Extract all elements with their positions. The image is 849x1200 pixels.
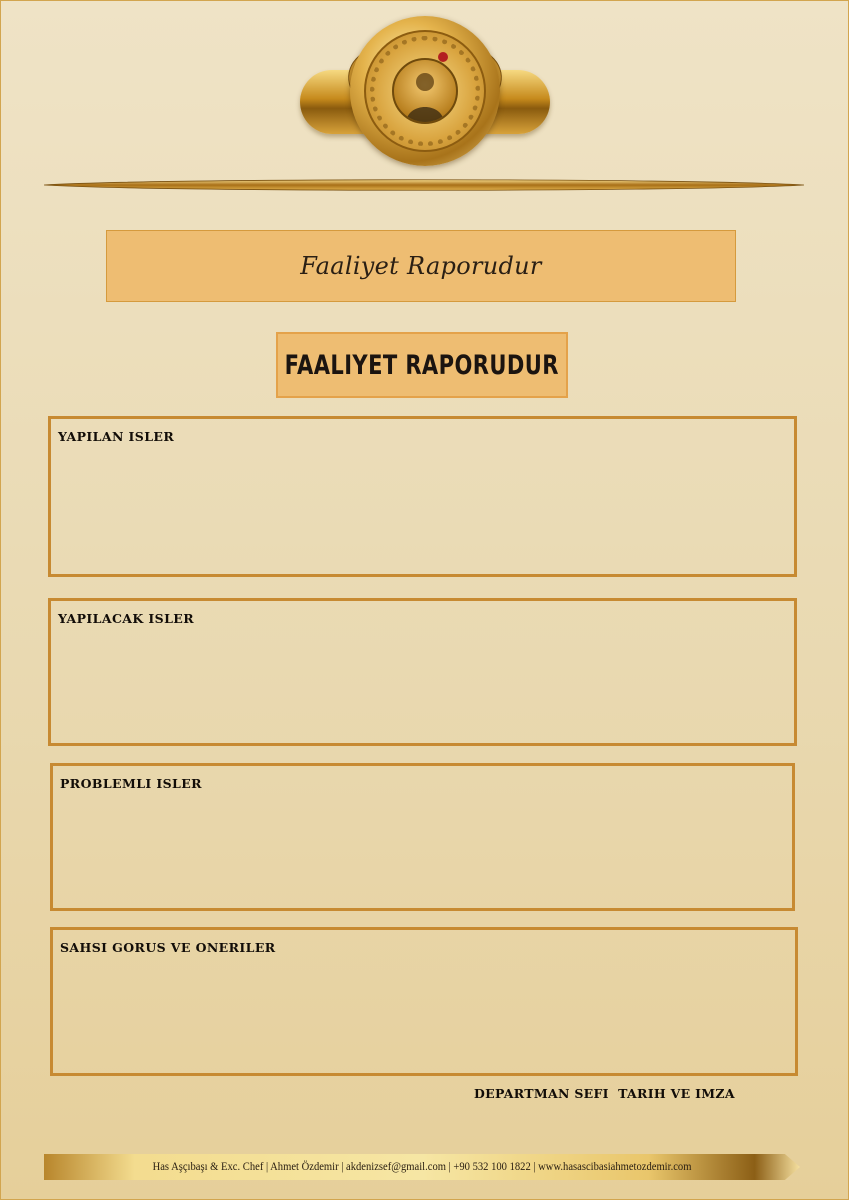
section-label: PROBLEMLI ISLER [60, 776, 202, 791]
emblem-disc [350, 16, 500, 166]
subtitle-box [106, 230, 736, 302]
title-box [276, 332, 568, 398]
section-label: YAPILAN ISLER [58, 429, 175, 444]
signature-label: DEPARTMAN SEFI TARIH VE IMZA [474, 1086, 735, 1101]
chef-portrait-icon [392, 58, 458, 124]
section-problemli-isler[interactable] [50, 763, 795, 911]
section-sahsi-gorus[interactable] [50, 927, 798, 1076]
document-title: FAALIYET RAPORUDUR [284, 349, 560, 381]
emblem-ring [364, 30, 486, 152]
section-label: SAHSI GORUS VE ONERILER [60, 940, 276, 955]
section-yapilacak-isler[interactable] [48, 598, 797, 746]
document-subtitle: Faaliyet Raporudur [300, 252, 542, 280]
chef-figure-icon [394, 60, 456, 122]
section-label: YAPILACAK ISLER [58, 611, 194, 626]
emblem-crescent-icon [438, 52, 448, 62]
footer-contact-text: Has Aşçıbaşı & Exc. Chef | Ahmet Özdemir | akdenizsef@gmail.com | +90 532 100 1822 | www.hasascibasiahmetozdemir.com [152, 1161, 692, 1173]
gold-divider-icon [44, 176, 804, 194]
section-yapilan-isler[interactable] [48, 416, 797, 577]
chef-emblem-icon [300, 14, 550, 172]
